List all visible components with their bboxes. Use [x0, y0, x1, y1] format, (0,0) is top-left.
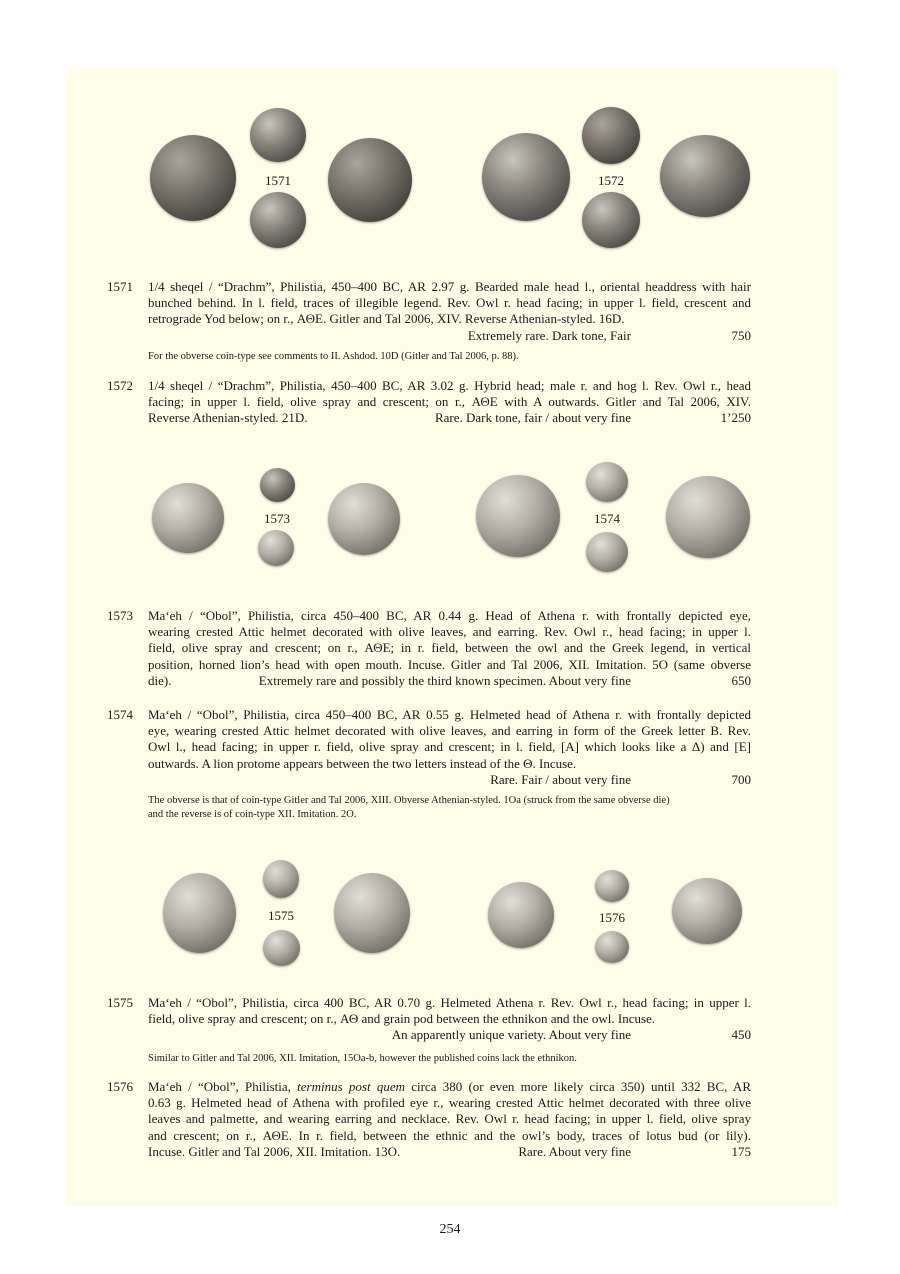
description-line: Reverse Athenian-styled. 21D. [148, 410, 308, 426]
lot-grade: Extremely rare. Dark tone, Fair [467, 327, 631, 343]
coin-image-1576-obverse-large [488, 882, 554, 948]
coin-image-1573-obverse-small [260, 468, 295, 502]
coin-image-1575-obverse-large [163, 873, 236, 953]
grade-price-line [148, 772, 751, 788]
coin-label-1575: 1575 [268, 908, 294, 923]
coin-image-1574-obverse-large [476, 475, 560, 557]
lot-number: 1576 [107, 1079, 133, 1094]
grade-price-line [148, 1027, 751, 1043]
lot-1575-note: Similar to Gitler and Tal 2006, XII. Imitation, 15Oa-b, however the published coins lack the ethnikon. [148, 1053, 577, 1064]
description-line: 0.63 g. Helmeted head of Athena with profiled eye r., wearing crested Attic helmet decorated with three olive [148, 1095, 751, 1111]
tail-line [148, 410, 751, 426]
coin-image-1573-obverse-large [152, 483, 224, 553]
lot-estimate: 750 [731, 327, 751, 343]
description-italic-text: terminus post quem [297, 1079, 405, 1094]
lot-1576 [107, 1079, 751, 1160]
lot-grade: An apparently unique variety. About very fine [391, 1027, 631, 1043]
lot-number: 1574 [107, 707, 133, 722]
coin-image-1576-obverse-small [595, 870, 629, 902]
lot-description [148, 707, 751, 788]
lot-1574 [107, 707, 751, 788]
lot-number: 1573 [107, 608, 133, 623]
description-line [148, 1079, 751, 1095]
description-line: Ma‘eh / “Obol”, Philistia, circa 450–400 BC, AR 0.55 g. Helmeted head of Athena r. with frontally depicted [148, 707, 751, 722]
lot-description [148, 995, 751, 1044]
coin-image-1571-obverse-small [250, 108, 306, 162]
description-line: eye, wearing crested Attic helmet decorated with olive leaves, and earring in form of the Greek letter B. Rev. [148, 723, 751, 739]
lot-number: 1572 [107, 378, 133, 393]
coin-image-1571-obverse-large [150, 135, 236, 221]
lot-grade: Rare. Dark tone, fair / about very fine [434, 410, 631, 426]
coin-label-1576: 1576 [599, 910, 625, 925]
lot-grade: Rare. About very fine [518, 1143, 631, 1159]
coin-image-1572-obverse-small [582, 107, 640, 164]
lot-1571 [107, 279, 751, 344]
coin-image-1576-reverse-small [595, 931, 629, 963]
description-line: Incuse. Gitler and Tal 2006, XII. Imitation. 13O. [148, 1143, 401, 1159]
description-line: outwards. A lion protome appears between the two letters instead of the Θ. Incuse. [148, 755, 577, 771]
lot-grade: Extremely rare and possibly the third known specimen. About very fine [258, 672, 631, 688]
coin-image-1575-reverse-large [334, 873, 410, 953]
coin-image-1571-reverse-small [250, 192, 306, 248]
coin-image-1574-reverse-large [666, 476, 750, 558]
coin-label-1574: 1574 [594, 511, 620, 526]
lot-estimate: 175 [731, 1143, 751, 1159]
coin-image-1572-reverse-small [582, 192, 640, 248]
lot-1571-note: For the obverse coin-type see comments to II. Ashdod. 10D (Gitler and Tal 2006, p. 88). [148, 351, 519, 362]
coin-image-1572-obverse-large [482, 133, 570, 221]
lot-1573 [107, 608, 751, 689]
coin-image-1573-reverse-small [258, 530, 294, 566]
coin-image-1574-obverse-small [586, 462, 628, 502]
lot-description [148, 378, 751, 427]
coin-image-1571-reverse-large [328, 138, 412, 222]
lot-description [148, 608, 751, 689]
description-line: field, olive spray and crescent; on r., ΑΘ and grain pod between the ethnikon and the owl. Incuse. [148, 1011, 656, 1027]
description-line: Ma‘eh / “Obol”, Philistia, circa 450–400 BC, AR 0.44 g. Head of Athena r. with frontally depicted eye, [148, 608, 751, 623]
coin-image-1574-reverse-small [586, 532, 628, 572]
lot-estimate: 700 [731, 771, 751, 787]
coin-image-1572-reverse-large [660, 135, 750, 217]
description-line: Ma‘eh / “Obol”, Philistia, circa 400 BC, AR 0.70 g. Helmeted Athena r. Rev. Owl r., head facing; in upper l. [148, 995, 751, 1010]
lot-estimate: 1’250 [720, 410, 751, 426]
description-line: field, olive spray and crescent; on r., ΑΘΕ; in r. field, between the owl and the Greek legend, in vertical [148, 640, 751, 656]
lot-1572 [107, 378, 751, 427]
description-line: 1/4 sheqel / “Drachm”, Philistia, 450–400 BC, AR 3.02 g. Hybrid head; male r. and hog l. Rev. Owl r., head [148, 378, 751, 393]
page-number: 254 [439, 1222, 461, 1237]
tail-line [148, 1144, 751, 1160]
coin-label-1573: 1573 [264, 511, 290, 526]
description-line: retrograde Yod below; on r., ΑΘΕ. Gitler and Tal 2006, XIV. Reverse Athenian-styled. 16D. [148, 311, 625, 327]
description-line: leaves and palmette, and wearing earring and necklace. Rev. Owl r. head facing; in upper l. field, olive spray [148, 1111, 751, 1127]
coin-image-1576-reverse-large [672, 878, 742, 944]
description-line: facing; in upper l. field, olive spray and crescent; on r., ΑΘΕ with A outwards. Gitler and Tal 2006, XIV. [148, 394, 751, 410]
lot-number: 1575 [107, 995, 133, 1010]
description-line: bunched behind. In l. field, traces of illegible legend. Rev. Owl r. head facing; in upper l. field, crescent and [148, 295, 751, 311]
lot-1575 [107, 995, 751, 1044]
coin-image-1575-reverse-small [263, 930, 300, 966]
coin-label-1571: 1571 [265, 173, 291, 188]
lot-number: 1571 [107, 279, 133, 294]
lot-1574-note [148, 794, 752, 822]
description-text: circa 380 (or even more likely circa 350) until 332 BC, AR [404, 1079, 751, 1094]
description-text: Ma‘eh / “Obol”, Philistia, [148, 1079, 298, 1094]
lot-grade: Rare. Fair / about very fine [490, 771, 631, 787]
lot-estimate: 650 [731, 672, 751, 688]
tail-line [148, 673, 751, 689]
coin-image-1573-reverse-large [328, 483, 400, 555]
lot-description [148, 279, 751, 344]
lot-description [148, 1079, 751, 1160]
description-line: and crescent; on r., ΑΘΕ. In r. field, between the ethnic and the owl’s body, traces of lotus bud (or lily). [148, 1127, 751, 1143]
description-line: Owl l., head facing; in upper r. field, olive spray and crescent; in l. field, [A] which looks like a Δ) and [E] [148, 739, 751, 755]
description-line: 1/4 sheqel / “Drachm”, Philistia, 450–400 BC, AR 2.97 g. Bearded male head l., oriental headdress with hair [148, 279, 751, 294]
note-line: and the reverse is of coin-type XII. Imitation. 2O. [148, 809, 357, 820]
description-line: die). [148, 672, 172, 688]
coin-image-1575-obverse-small [263, 860, 299, 898]
note-line: The obverse is that of coin-type Gitler and Tal 2006, XIII. Obverse Athenian-styled. 1Oa (struck from the same obverse die) [148, 795, 670, 806]
grade-price-line [148, 328, 751, 344]
description-line: position, horned lion’s head with open mouth. Incuse. Gitler and Tal 2006, XII. Imitation. 5O (same obverse [148, 656, 751, 672]
lot-estimate: 450 [731, 1027, 751, 1043]
coin-label-1572: 1572 [598, 173, 624, 188]
description-line: wearing crested Attic helmet decorated with olive leaves, and earring. Rev. Owl r., head facing; in upper l. [148, 624, 751, 640]
